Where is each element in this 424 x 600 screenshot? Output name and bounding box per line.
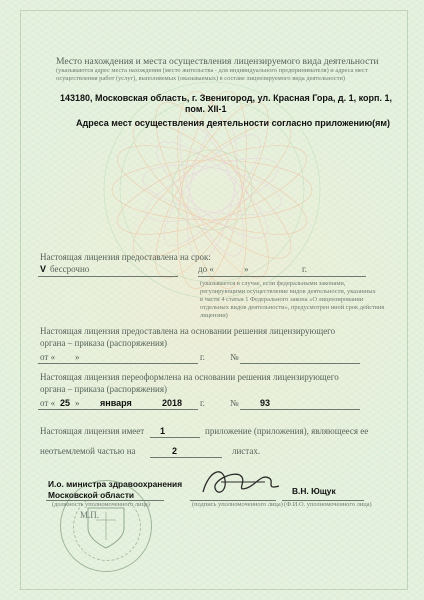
header-note-2: осуществления работ (услуг), выполняемых (оказываемых) в составе лицензируемого вида деятельности) xyxy=(56,75,346,82)
term-year-suffix: г. xyxy=(302,264,307,274)
basis-line-1: Настоящая лицензия предоставлена на основании решения лицензирующего xyxy=(40,326,336,336)
basis-date-underline xyxy=(38,363,198,364)
header-title: Место нахождения и места осуществления лицензируемого вида деятельности xyxy=(56,56,379,67)
reissue-number: 93 xyxy=(260,398,271,408)
signature-handwritten-icon xyxy=(195,462,285,502)
term-note-4: отдельных видов деятельности», предусмотрен иной срок действия xyxy=(200,304,385,311)
term-until: до « xyxy=(198,264,214,274)
term-note-1: (указывается в случае, если федеральными законами, xyxy=(200,280,346,287)
signer-position-2: Московской области xyxy=(48,490,135,500)
appendix-count: 1 xyxy=(160,426,166,436)
term-until-underline xyxy=(198,276,366,277)
term-note-2: регулирующими осуществление видов деятельности, указанных xyxy=(200,288,376,295)
term-checkmark: V xyxy=(40,264,47,274)
address-line-2: пом. XII-1 xyxy=(185,104,227,114)
signer-position-1: И.о. министра здравоохранения xyxy=(48,479,183,489)
header-note-1: (указываются адрес места нахождения (место жительства - для индивидуального предпринимателя) и адреса мест xyxy=(56,67,368,74)
reissue-date-underline xyxy=(38,409,198,410)
reissue-day: 25 xyxy=(60,398,71,408)
basis-number-underline xyxy=(240,363,360,364)
reissue-from: от « xyxy=(40,398,56,408)
basis-year-suffix: г. xyxy=(200,352,205,362)
reissue-year: 2018 xyxy=(162,398,183,408)
reissue-line-2: органа – приказа (распоряжения) xyxy=(40,384,167,394)
term-note-3: в части 4 статьи 1 Федерального закона «О лицензировании xyxy=(200,296,364,303)
reissue-line-1: Настоящая лицензия переоформлена на основании решения лицензирующего xyxy=(40,372,339,382)
term-underline xyxy=(38,276,178,277)
reissue-year-suffix: г. xyxy=(200,398,205,408)
signature-note: (подпись уполномоченного лица) xyxy=(192,501,283,508)
appendix-sheets-label: листах. xyxy=(232,446,261,456)
address-line-3: Адреса мест осуществления деятельности согласно приложению(ям) xyxy=(76,118,391,128)
appendix-count-underline xyxy=(150,437,200,438)
term-note-5: лицензии) xyxy=(200,312,228,319)
appendix-post: приложение (приложения), являющееся ее xyxy=(205,426,369,436)
reissue-month: января xyxy=(100,398,132,408)
basis-from: от « xyxy=(40,352,56,362)
appendix-sheets-underline xyxy=(150,457,222,458)
term-indefinite: бессрочно xyxy=(50,264,90,274)
reissue-number-sign: № xyxy=(230,398,239,408)
address-line-1: 143180, Московская область, г. Звенигород, ул. Красная Гора, д. 1, корп. 1, xyxy=(60,93,392,103)
appendix-pre: Настоящая лицензия имеет xyxy=(40,426,145,436)
appendix-part: неотъемлемой частью на xyxy=(40,446,136,456)
signer-name: В.Н. Ющук xyxy=(292,486,336,496)
reissue-quote-close: » xyxy=(75,398,80,408)
basis-quote-close: » xyxy=(75,352,80,362)
position-note: (должность уполномоченного лица) xyxy=(52,501,150,508)
term-quote-close: » xyxy=(244,264,249,274)
appendix-sheets: 2 xyxy=(172,446,178,456)
name-note: (Ф.И.О. уполномоченного лица) xyxy=(284,501,372,508)
basis-number-sign: № xyxy=(230,352,239,362)
basis-line-2: органа – приказа (распоряжения) xyxy=(40,338,167,348)
reissue-number-underline xyxy=(240,409,360,410)
term-label: Настоящая лицензия предоставлена на срок: xyxy=(40,252,211,262)
stamp-mp: М.П. xyxy=(80,510,100,520)
